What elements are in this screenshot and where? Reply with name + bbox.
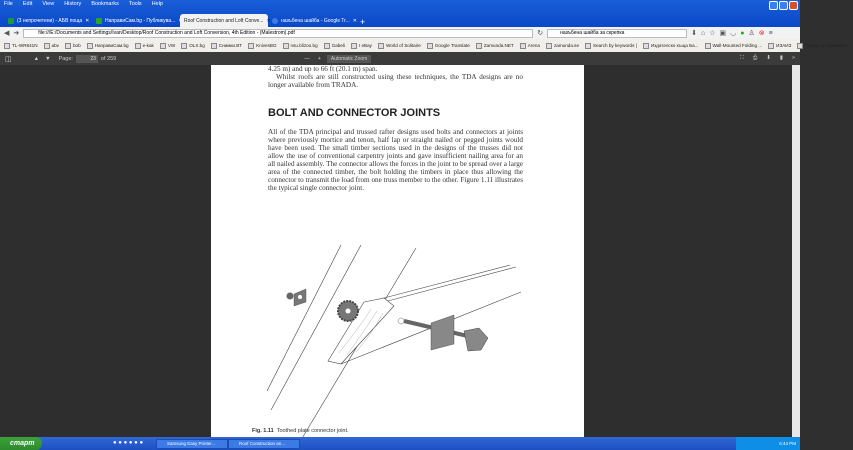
- bookmark-item[interactable]: [797, 43, 853, 49]
- bookmark-favicon-icon: [87, 43, 93, 49]
- system-tray: [736, 437, 800, 450]
- tab-strip: [4, 12, 365, 27]
- bookmark-label: World of Solitaire: [385, 43, 421, 48]
- bookmark-item[interactable]: [160, 43, 175, 49]
- bookmark-item[interactable]: [211, 43, 242, 49]
- bookmark-item[interactable]: [378, 43, 421, 49]
- bookmark-item[interactable]: [585, 43, 637, 49]
- bookmark-item[interactable]: [65, 43, 81, 49]
- back-icon[interactable]: ◀: [4, 30, 10, 37]
- tools-icon[interactable]: »: [791, 55, 795, 61]
- bookmark-label: Издателско къща Ба...: [650, 43, 699, 48]
- bookmark-item[interactable]: [87, 43, 129, 49]
- close-button[interactable]: [789, 1, 798, 10]
- quick-launch-icons[interactable]: ● ● ● ● ● ●: [113, 440, 144, 446]
- bookmark-item[interactable]: [4, 43, 38, 49]
- menu-bookmarks[interactable]: Bookmarks: [91, 1, 119, 7]
- connector-joint-figure: [211, 225, 584, 435]
- zoom-in-button[interactable]: +: [317, 55, 321, 62]
- bookmark-star-icon[interactable]: ☆: [709, 30, 716, 37]
- clipboard-icon[interactable]: ▣: [719, 30, 727, 37]
- zoom-out-button[interactable]: —: [304, 55, 310, 62]
- pdf-toolbar: [0, 52, 800, 65]
- bookmark-favicon-icon: [378, 43, 384, 49]
- page-number-input[interactable]: 23: [76, 55, 98, 63]
- bookmark-label: Arena: [527, 43, 540, 48]
- bookmark-item[interactable]: [351, 43, 372, 49]
- bookmark-item[interactable]: [427, 43, 470, 49]
- tab-label: (3 непрочетени) - АБВ поща: [17, 17, 83, 24]
- section-heading: BOLT AND CONNECTOR JOINTS: [268, 107, 441, 119]
- window-controls: [769, 1, 798, 10]
- bookmark-label: VW: [167, 43, 176, 48]
- adblock-icon[interactable]: ⊗: [758, 30, 765, 37]
- bookmarks-bar: [0, 39, 853, 52]
- tab-label: Roof Construction and Loft Conve...: [184, 17, 264, 24]
- extension-icon[interactable]: ●: [740, 29, 745, 37]
- print-icon[interactable]: ⎙: [752, 55, 758, 61]
- fullscreen-icon[interactable]: ⛶: [740, 55, 744, 61]
- bookmark-label: I eBay: [358, 43, 372, 48]
- bookmark-icon[interactable]: ▮: [779, 55, 783, 61]
- bookmark-favicon-icon: [797, 43, 803, 49]
- paragraph: All of the TDA principal and trussed rafter designs used bolts and connectors at joints where previously mortice and tenon, half lap or straight nailed or pegged joints would have been used. The small timber sections used in the designs of the trusses did not allow the use of conventional carpentry joints and gave insufficient nailing area for an all nailed assembly. The connector allows the forces in the joint to be spread over a large area of the connected timber, the bolt holding the timbers in place thus allowing the connector to transmit the load from one truss member to the other. Figure 1.11 illustrates the typical single connector joint.: [268, 128, 523, 192]
- bookmark-favicon-icon: [546, 43, 552, 49]
- bookmark-favicon-icon: [211, 43, 217, 49]
- bookmark-item[interactable]: [476, 43, 514, 49]
- napravisam-favicon-icon: [96, 18, 102, 24]
- start-button[interactable]: старт: [0, 437, 42, 450]
- bookmark-favicon-icon: [283, 43, 289, 49]
- bookmark-item[interactable]: [181, 43, 205, 49]
- bookmark-label: Google Translate: [434, 43, 470, 48]
- minimize-button[interactable]: [769, 1, 778, 10]
- menu-hamburger-icon[interactable]: ≡: [768, 29, 773, 37]
- bookmark-item[interactable]: [135, 43, 154, 49]
- page-label: Page:: [58, 55, 73, 62]
- figure-caption: [252, 428, 349, 434]
- pocket-icon[interactable]: ◡: [730, 30, 737, 37]
- caption-text: Toothed plate connector joint.: [276, 428, 349, 434]
- download-icon[interactable]: ⬇: [766, 55, 771, 61]
- menu-tools[interactable]: Tools: [128, 1, 142, 7]
- bookmark-favicon-icon: [476, 43, 482, 49]
- search-input[interactable]: назъбена шайба за скрепка: [547, 29, 687, 38]
- bookmark-item[interactable]: [546, 43, 579, 49]
- bookmark-label: e-kak: [142, 43, 154, 48]
- bookmark-item[interactable]: [520, 43, 540, 49]
- taskbar-item-firefox[interactable]: Roof Construction an...: [228, 439, 300, 449]
- bookmark-label: nsu.blizoo.bg: [290, 43, 318, 48]
- bookmark-label: Zamunda.NET: [483, 43, 514, 48]
- close-tab-icon[interactable]: ✕: [85, 17, 90, 24]
- bookmark-label: bob: [72, 43, 81, 48]
- bookmark-favicon-icon: [248, 43, 254, 49]
- close-tab-icon[interactable]: ✕: [266, 17, 271, 24]
- menu-help[interactable]: Help: [151, 1, 163, 7]
- navigation-bar: [0, 27, 800, 39]
- menu-view[interactable]: View: [42, 1, 55, 7]
- bookmark-item[interactable]: [768, 43, 791, 49]
- washer-nut-icon: [287, 289, 307, 306]
- bookmark-label: zamunda.se: [553, 43, 580, 48]
- bookmark-favicon-icon: [705, 43, 711, 49]
- bookmark-label: ИЗАИЗ: [776, 43, 792, 48]
- home-icon[interactable]: ⌂: [701, 29, 706, 37]
- bookmark-label: Как да се справим с ...: [805, 43, 853, 48]
- tab-label: назъбена шайба - Google Tr...: [281, 17, 350, 24]
- previous-page-icon[interactable]: ▲: [33, 55, 40, 62]
- bookmark-item[interactable]: [324, 43, 345, 49]
- previous-line: 4.25 m) and up to 66 ft (20.1 m) span.: [268, 65, 378, 73]
- bookmark-favicon-icon: [44, 43, 50, 49]
- figure-number: Fig. 1.11: [252, 428, 274, 434]
- vertical-scrollbar[interactable]: [792, 65, 800, 437]
- new-tab-button[interactable]: +: [360, 17, 366, 27]
- clock: 6:44 PM: [779, 441, 796, 446]
- bookmark-favicon-icon: [520, 43, 526, 49]
- download-icon[interactable]: ⬇: [691, 30, 698, 37]
- bookmark-label: НаправиСам.bg: [94, 43, 129, 48]
- tab-napravisam[interactable]: [92, 14, 180, 27]
- bookmark-favicon-icon: [768, 43, 774, 49]
- bookmark-label: Gabeli: [331, 43, 345, 48]
- bookmark-favicon-icon: [135, 43, 141, 49]
- maximize-button[interactable]: [779, 1, 788, 10]
- bookmark-favicon-icon: [351, 43, 357, 49]
- bookmark-favicon-icon: [427, 43, 433, 49]
- bookmark-favicon-icon: [643, 43, 649, 49]
- bookmark-label: Search by keywords |: [593, 43, 637, 48]
- tab-google-translate[interactable]: [268, 14, 356, 27]
- toothed-connector-icon: [338, 301, 358, 321]
- url-input[interactable]: file:///E:/Documents and Settings/Ivan/Desktop/Roof Construction and Loft Conversion, 4th Edition - (Malestrom).pdf: [23, 29, 533, 38]
- pdf-page: [211, 65, 584, 437]
- bookmark-item[interactable]: [283, 43, 318, 49]
- close-tab-icon[interactable]: ✕: [352, 17, 357, 24]
- bookmark-label: KnivesBG: [256, 43, 277, 48]
- paragraph: Whilst roofs are still constructed using these techniques, the TDA designs are no longer available from TRADA.: [268, 73, 523, 89]
- forward-icon[interactable]: ➜: [13, 30, 20, 37]
- bookmark-favicon-icon: [160, 43, 166, 49]
- bookmark-favicon-icon: [181, 43, 187, 49]
- tab-roof-construction[interactable]: [180, 14, 271, 27]
- bookmark-item[interactable]: [248, 43, 276, 49]
- sync-icon[interactable]: ♙: [748, 30, 755, 37]
- bolt-icon: [398, 315, 488, 351]
- bookmark-favicon-icon: [4, 43, 10, 49]
- taskbar-item-samsung[interactable]: Samsung Easy Printer...: [156, 439, 228, 449]
- menu-edit[interactable]: Edit: [22, 1, 33, 7]
- abv-favicon-icon: [8, 18, 14, 24]
- bookmark-favicon-icon: [65, 43, 71, 49]
- google-favicon-icon: [272, 18, 278, 24]
- bookmark-item[interactable]: [643, 43, 699, 49]
- tab-abv[interactable]: [4, 14, 92, 27]
- tab-label: НаправиСам.bg - Публикува...: [105, 17, 176, 24]
- bookmark-label: Wall-Mounted Folding ...: [712, 43, 763, 48]
- bookmark-favicon-icon: [324, 43, 330, 49]
- bookmark-label: Снимки.BT: [218, 43, 243, 48]
- menu-file[interactable]: File: [4, 1, 13, 7]
- sidebar-toggle-icon[interactable]: ◫: [5, 55, 12, 63]
- page-count: of 259: [100, 55, 117, 62]
- next-page-icon[interactable]: ▼: [45, 55, 51, 62]
- bookmark-label: OLX.bg: [189, 43, 205, 48]
- menu-history[interactable]: History: [64, 1, 82, 7]
- bookmark-favicon-icon: [585, 43, 591, 49]
- bookmark-label: TL-WR841N: [12, 43, 38, 48]
- reload-icon[interactable]: ↻: [537, 30, 544, 37]
- bookmark-label: abv: [51, 43, 59, 48]
- bookmark-item[interactable]: [44, 43, 59, 49]
- bookmark-item[interactable]: [705, 43, 763, 49]
- menu-bar: [4, 1, 163, 7]
- zoom-select[interactable]: Automatic Zoom: [327, 55, 371, 63]
